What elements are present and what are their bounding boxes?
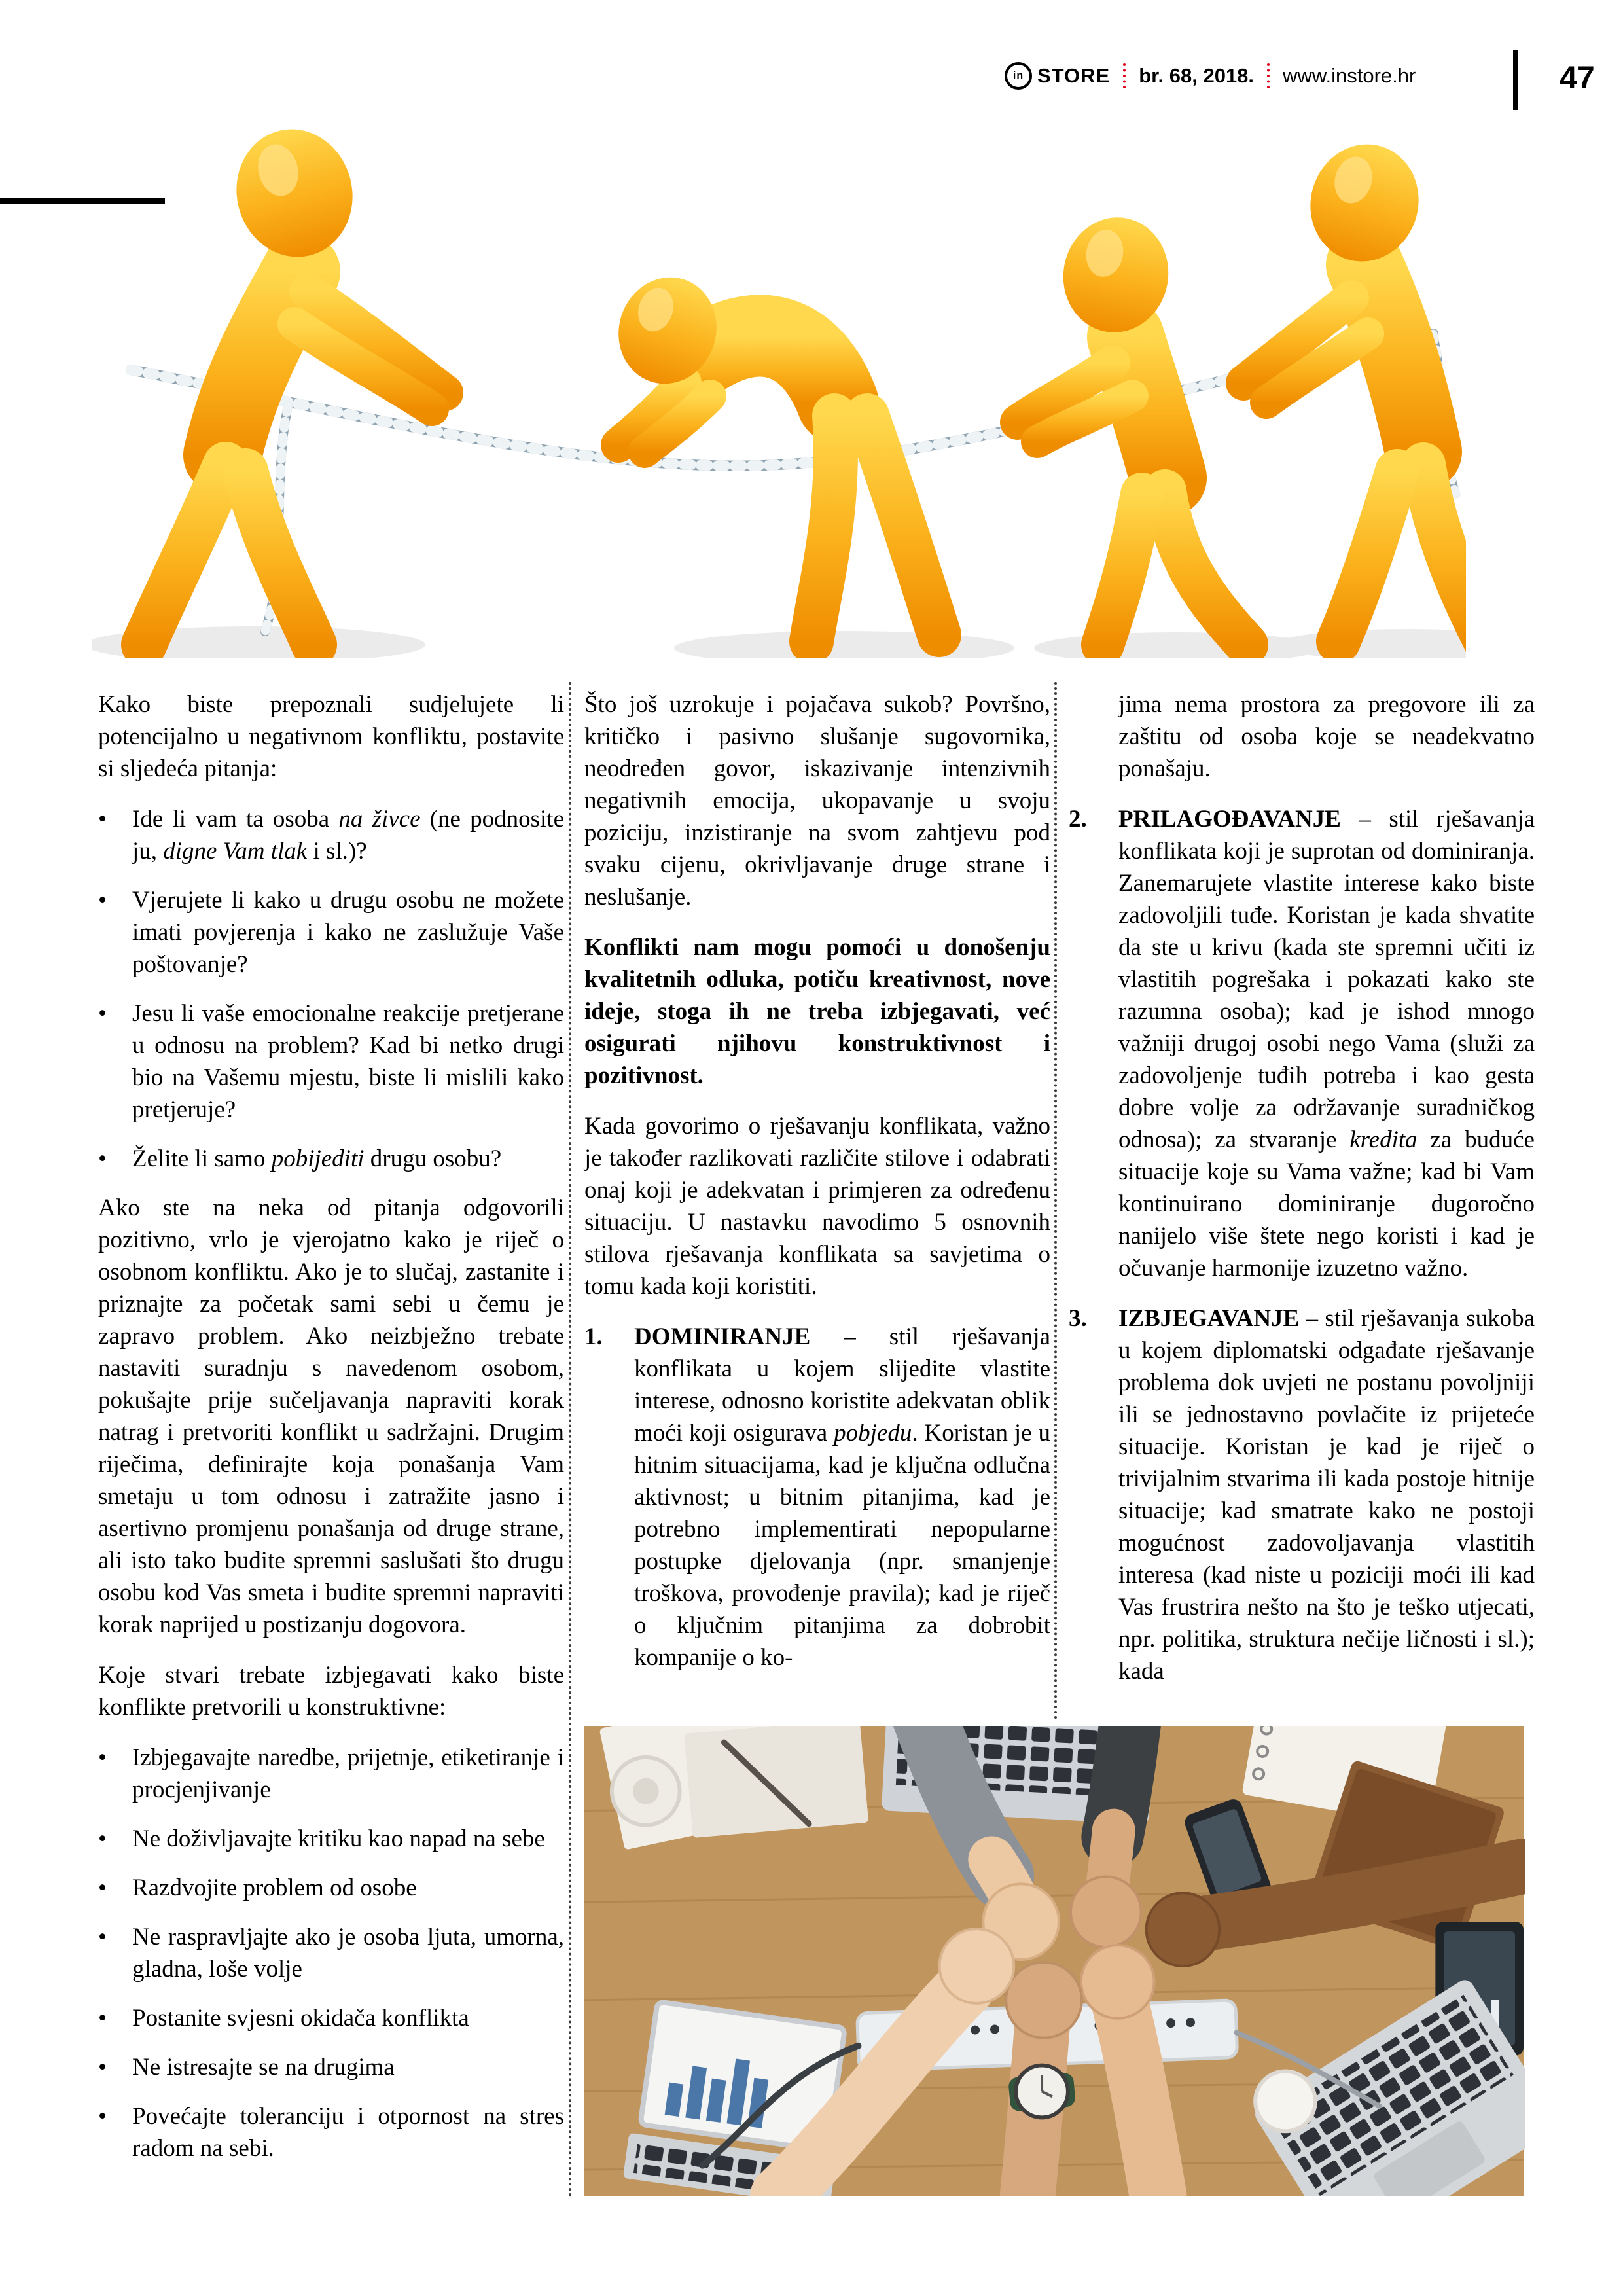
coffee-cup-lid-hole	[633, 1778, 659, 1804]
paragraph: Kada govorimo o rješavanju konflikata, važno je također razlikovati različite stilove i odabrati onaj koji je adekvatan i primjeren za određenu situaciju. U nastavku navodimo 5 osnovnih stilova rješavanja konflikata sa savjetima o tomu kada koji koristiti.	[584, 1113, 1050, 1300]
header-divider-bar	[1513, 50, 1518, 110]
red-dotted-separator	[1123, 63, 1126, 88]
bullet-item: • Razdvojite problem od osobe	[98, 1872, 564, 1904]
style-item-prilagodavanje: 2. PRILAGOĐAVANJE – stil rješavanja konflikata koji je suprotan od dominiranja. Zanemarujete vlastite interese kako biste zadovoljili tuđe. Koristan je kada shvatite da ste u krivu (kada ste spremni učiti iz vlastitih pogrešaka i pokazati kako ste razumna osoba); kad je ishod mnogo važniji drugoj osobi nego Vama (služi za zadovoljenje tuđih potreba i kao gesta dobre volje za održavanje suradničkog odnosa); za stvaranje kredita za buduće situacije koje su Vama važne; kad bi Vam kontinuirano dominiranje dugoročno nanijelo više štete nego koristi i kad je očuvanje harmonije izuzetno važno.	[1069, 806, 1535, 1282]
paragraph: Što još uzrokuje i pojačava sukob? Površno, kritičko i pasivno slušanje sugovornika, neodređen govor, iskazivanje intenzivnih negativnih emocija, ukopavanje u svoju poziciju, inzistiranje na svom zahtjevu pod svaku cijenu, okrivljavanje druge strane i neslušanje.	[584, 691, 1050, 910]
page-number: 47	[1560, 61, 1595, 96]
logo-text: STORE	[1037, 64, 1111, 87]
yellow-figure-3	[1018, 209, 1247, 645]
paragraph: Koje stvari trebate izbjegavati kako biste konflikte pretvorili u konstruktivne:	[98, 1662, 564, 1721]
bullet-item: • Ne istresajte se na drugima	[98, 2051, 564, 2083]
style-item-izbjegavanje: 3. IZBJEGAVANJE – stil rješavanja sukoba u kojem diplomatski odgađate rješavanje problema dok uvjeti ne postanu povoljniji ili se jednostavno povlačite iz prijeteće situacije. Koristan je kad je riječ o trivijalnim stvarima ili kada postoje hitnije situacije; kad smatrate kako ne postoji mogućnost zadovoljavanja vlastitih interesa (kad niste u poziciji moći ili kad Vas frustrira nešto na što je teško utjecati, npr. politika, struktura nečije ličnosti i sl.); kada	[1069, 1305, 1535, 1685]
issue-number: br. 68, 2018.	[1139, 64, 1255, 87]
instore-logo	[1005, 62, 1110, 90]
text-column-2	[584, 689, 1050, 1692]
bullet-item: • Izbjegavajte naredbe, prijetnje, etiketiranje i procjenjivanje	[98, 1742, 564, 1806]
column-divider-2	[1054, 682, 1057, 1720]
bullet-item: • Vjerujete li kako u drugu osobu ne možete imati povjerenja i kako ne zaslužuje Vaše poštovanje?	[98, 884, 564, 980]
paragraph: Ako ste na neka od pitanja odgovorili pozitivno, vrlo je vjerojatno kako je riječ o osobnom konfliktu. Ako je to slučaj, zastanite i priznajte za početak sami sebi u čemu je zapravo problem. Ako neizbježno trebate nastaviti suradnju s navedenom osobom, pokušajte prije sučeljavanja napraviti korak natrag i pretvoriti konflikt u sadržajni. Drugim riječima, definirajte koja ponašanja Vam smetaju u tom odnosu i zatražite jasno i asertivno promjenu ponašanja od druge strane, ali isto tako budite spremni saslušati što drugu osobu kod Vas smeta i budite spremni napraviti korak naprijed u postizanju dogovora.	[98, 1194, 564, 1638]
column-divider-1	[569, 682, 571, 2198]
white-cup	[1255, 2072, 1315, 2132]
red-dotted-separator	[1267, 63, 1270, 88]
website-url: www.instore.hr	[1283, 64, 1416, 87]
bullet-item: • Jesu li vaše emocionalne reakcije pretjerane u odnosu na problem? Kad bi netko drugi bio na Vašemu mjestu, biste li mislili kako pretjeruje?	[98, 997, 564, 1126]
text-column-1	[98, 689, 564, 2181]
style-item-dominiranje: 1. DOMINIRANJE – stil rješavanja konflikata u kojem slijedite vlastite interese, odnosno koristite adekvatan oblik moći koji osigurava pobjedu. Koristan je u hitnim situacijama, kad je ključna odlučna aktivnost; u bitnim pitanjima, kad je potrebno implementirati nepopularne postupke djelovanja (npr. smanjenje troškova, provođenje pravila); kad je riječ o ključnim pitanjima za dobrobit kompanije o ko-	[584, 1323, 1050, 1671]
team-fistbump-photo	[582, 1726, 1525, 2196]
bullet-item: • Ide li vam ta osoba na živce (ne podnosite ju, digne Vam tlak i sl.)?	[98, 803, 564, 867]
tug-of-war-svg	[92, 108, 1466, 658]
bullet-item: • Ne raspravljajte ako je osoba ljuta, umorna, gladna, loše volje	[98, 1921, 564, 1985]
text-column-3	[1069, 689, 1535, 1706]
bullet-item: • Povećajte toleranciju i otpornost na stres radom na sebi.	[98, 2100, 564, 2164]
bullet-item: • Želite li samo pobijediti drugu osobu?	[98, 1143, 564, 1175]
bullet-item: • Ne doživljavajte kritiku kao napad na sebe	[98, 1823, 564, 1855]
tug-of-war-illustration	[92, 108, 1466, 658]
yellow-figure-4	[1243, 132, 1466, 641]
paragraph: Kako biste prepoznali sudjelujete li potencijalno u negativnom konfliktu, postavite si sljedeća pitanja:	[98, 691, 564, 782]
yellow-figure-2	[605, 264, 939, 641]
highlight-paragraph: Konflikti nam mogu pomoći u donošenju kvalitetnih odluka, potiču kreativnost, nove ideje, stoga ih ne treba izbjegavati, već osigurati njihovu konstruktivnost i pozitivnost.	[584, 934, 1050, 1089]
masthead	[1005, 58, 1416, 94]
fistbump-svg	[582, 1726, 1525, 2196]
bullet-item: • Postanite svjesni okidača konflikta	[98, 2002, 564, 2034]
continuation-paragraph: jima nema prostora za pregovore ili za zaštitu od osoba koje se neadekvatno ponašaju.	[1118, 691, 1535, 782]
instore-logo-icon: in	[1005, 62, 1032, 90]
